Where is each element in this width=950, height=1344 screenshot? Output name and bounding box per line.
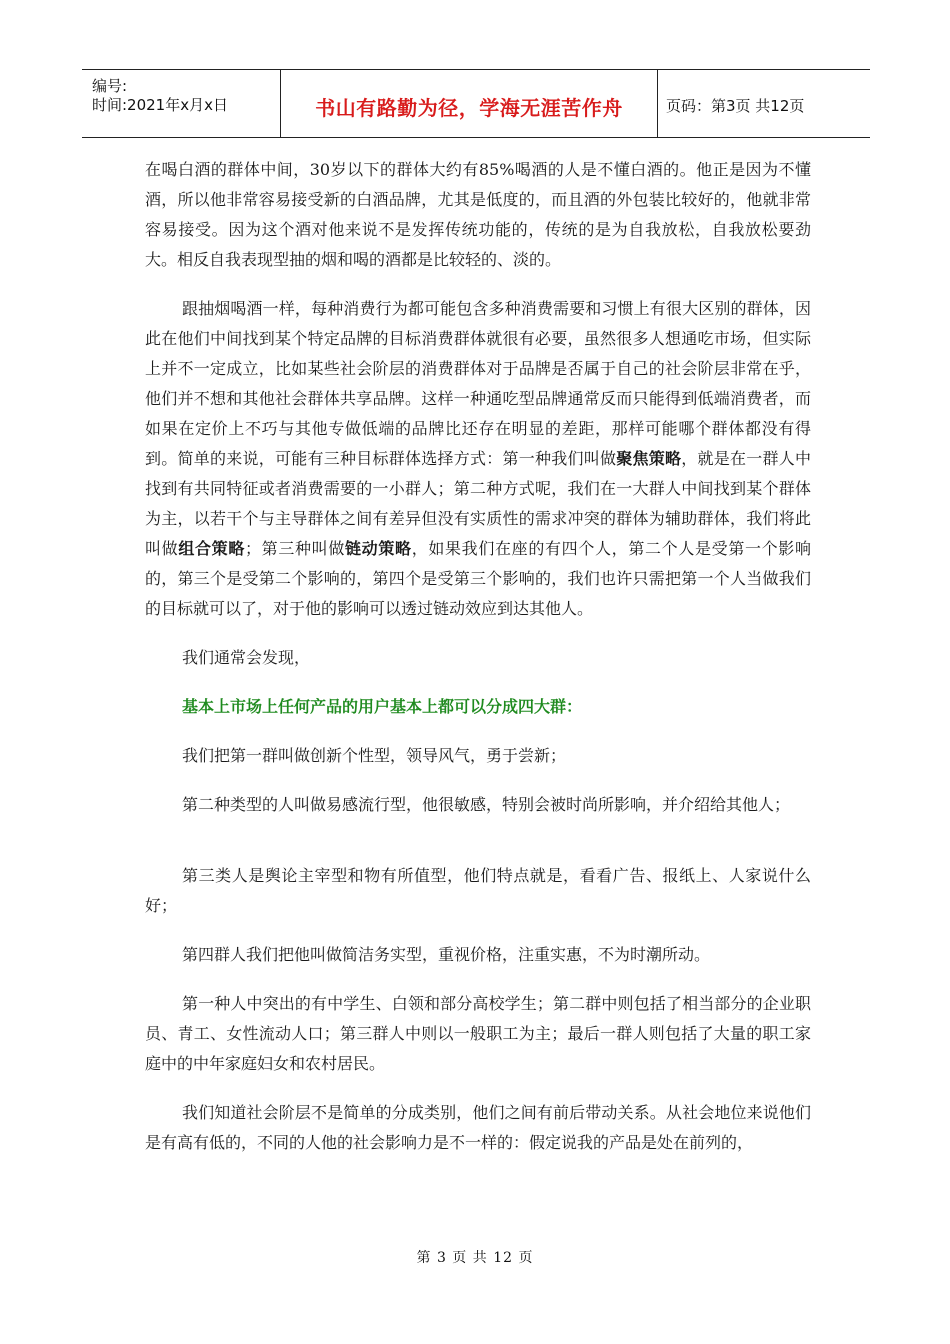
paragraph-9: 第一种人中突出的有中学生、白领和部分高校学生；第二群中则包括了相当部分的企业职员、青工、女性流动人口；第三群人中则以一般职工为主；最后一群人则包括了大量的职工家庭中的中年家庭妇女和农村居民。 — [145, 994, 811, 1073]
paragraph-2-text-a: 跟抽烟喝酒一样，每种消费行为都可能包含多种消费需要和习惯上有很大区别的群体，因此在他们中间找到某个特定品牌的目标消费群体就很有必要，虽然很多人想通吃市场，但实际上并不一定成立，比如某些社会阶层的消费群体对于品牌是否属于自己的社会阶层非常在乎，他们并不想和其他社会群体共享品牌。这样一种通吃型品牌通常反而只能得到低端消费者，而如果在定价上不巧与其他专做低端的品牌比还存在明显的差距，那样可能哪个群体都没有得到。简单的来说，可能有三种目标群体选择方式：第一种我们叫做 — [145, 299, 811, 468]
paragraph-10: 我们知道社会阶层不是简单的分成类别，他们之间有前后带动关系。从社会地位来说他们是有高有低的，不同的人他的社会影响力是不一样的：假定说我的产品是处在前列的， — [145, 1103, 811, 1152]
paragraph-group-1: 我们把第一群叫做创新个性型，领导风气，勇于尝新； — [182, 746, 567, 765]
paragraph-3: 我们通常会发现， — [182, 648, 311, 667]
paragraph-2-text-e: ，如果我们在座的有四个人，第二个人是受第一个影响的，第三个是受第二个影响的，第四个是受第三个影响的，我们也许只需把第一个人当做我们的目标就可以了，对于他的影响可以透过链动效应到达其他人。 — [145, 539, 811, 618]
paragraph-group-2: 第二种类型的人叫做易感流行型，他很敏感，特别会被时尚所影响，并介绍给其他人； — [182, 795, 791, 814]
paragraph-group-3: 第三类人是舆论主宰型和物有所值型，他们特点就是，看看广告、报纸上、人家说什么好； — [145, 866, 811, 915]
header-page-cell — [658, 70, 870, 137]
paragraph-2 — [145, 294, 811, 624]
term-combination-strategy: 组合策略 — [178, 539, 246, 558]
header-meta-cell — [82, 70, 281, 137]
document-number-label: 编号: — [92, 77, 128, 95]
paragraph-1: 在喝白酒的群体中间，30岁以下的群体大约有85%喝酒的人是不懂白酒的。他正是因为不懂酒，所以他非常容易接受新的白酒品牌，尤其是低度的，而且酒的外包装比较好的，他就非常容易接受。因为这个酒对他来说不是发挥传统功能的，传统的是为自我放松，自我放松要劲大。相反自我表现型抽的烟和喝的酒都是比较轻的、淡的。 — [145, 160, 811, 269]
paragraph-group-4: 第四群人我们把他叫做简洁务实型，重视价格，注重实惠，不为时潮所动。 — [182, 945, 711, 964]
paragraph-2-text-c: ，就是在一群人中找到有共同特征或者消费需要的一小群人；第二种方式呢，我们在一大群人中间找到某个群体为主，以若干个与主导群体之间有差异但没有实质性的需求冲突的群体为辅助群体，我们将此叫做 — [145, 449, 811, 558]
header-page-code: 页码：第3页 共12页 — [666, 97, 805, 115]
spacer — [145, 839, 811, 861]
term-chain-strategy: 链动策略 — [345, 539, 412, 558]
header-motto-cell — [281, 70, 658, 137]
paragraph-2-text-d: ；第三种叫做 — [245, 539, 346, 558]
term-focus-strategy: 聚焦策略 — [616, 449, 682, 468]
header-motto: 书山有路勤为径，学海无涯苦作舟 — [315, 96, 623, 120]
highlight-heading: 基本上市场上任何产品的用户基本上都可以分成四大群： — [182, 697, 583, 716]
page-footer: 第 3 页 共 12 页 — [416, 1250, 534, 1266]
document-date-label: 时间:2021年x月x日 — [92, 96, 228, 114]
document-body — [145, 155, 811, 1177]
page-header — [82, 69, 870, 138]
